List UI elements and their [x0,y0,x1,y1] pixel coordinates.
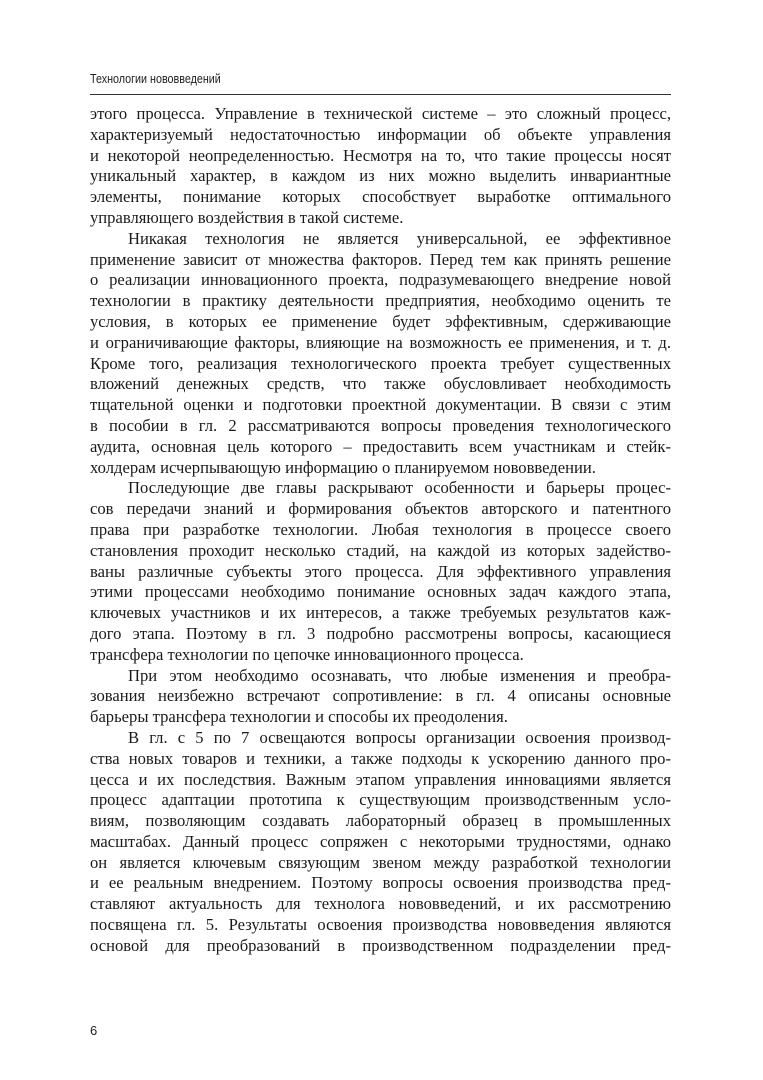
text-line: основой для преобразований в производственном подразделении пред- [90,935,671,955]
text-line: вложений денежных средств, что также обусловливает необходимость [90,374,671,394]
text-line: трансфера технологии по цепочке инновационного процесса. [90,644,524,664]
text-line: ставляют актуальность для технолога нововведений, и их рассмотрению [90,894,671,914]
paragraph-first-line: Последующие две главы раскрывают особенности и барьеры процес- [128,478,671,498]
page-number: 6 [90,1023,98,1038]
text-line: уникальный характер, в каждом из них можно выделить инвариантные [90,166,671,186]
body-text [90,104,671,957]
paragraph-first-line: При этом необходимо осознавать, что любые изменения и преобра- [128,665,671,685]
text-line: аудита, основная цель которого – предоставить всем участникам и стейк- [90,436,671,456]
paragraph-first-line: В гл. с 5 по 7 освещаются вопросы организации освоения производ- [128,727,671,747]
text-line: и ограничивающие факторы, влияющие на возможность ее применения, и т. д. [90,332,671,352]
paragraph-first-line: Никакая технология не является универсальной, ее эффективное [128,228,671,248]
text-line: и некоторой неопределенностью. Несмотря на то, что такие процессы носят [90,145,671,165]
text-line: процесс адаптации прототипа к существующим производственным усло- [90,790,671,810]
text-line: Кроме того, реализация технологического проекта требует существенных [90,353,671,373]
text-line: масштабах. Данный процесс сопряжен с некоторыми трудностями, однако [90,831,671,851]
text-line: сов передачи знаний и формирования объектов авторского и патентного [90,499,671,519]
text-line: управляющего воздействия в такой системе. [90,207,404,227]
text-line: о реализации инновационного проекта, подразумевающего внедрение новой [90,270,671,290]
text-line: применение зависит от множества факторов. Перед тем как принять решение [90,249,671,269]
text-line: в пособии в гл. 2 рассматриваются вопросы проведения технологического [90,415,671,435]
text-line: барьеры трансфера технологии и способы их преодоления. [90,707,508,727]
text-line: зования неизбежно встречают сопротивление: в гл. 4 описаны основные [90,686,671,706]
text-line: этого процесса. Управление в технической системе – это сложный процесс, [90,104,671,123]
text-line: ключевых участников и их интересов, а также требуемых результатов каж- [90,603,671,623]
text-line: он является ключевым связующим звеном между разработкой технологии [90,852,671,872]
text-line: технологии в практику деятельности предприятия, необходимо оценить те [90,291,671,311]
text-line: условия, в которых ее применение будет эффективным, сдерживающие [90,311,671,331]
text-line: этими процессами необходимо понимание основных задач каждого этапа, [90,582,671,602]
text-line: элементы, понимание которых способствует выработке оптимального [90,187,671,207]
text-line: характеризуемый недостаточностью информации об объекте управления [90,124,671,144]
text-line: цесса и их последствия. Важным этапом управления инновациями является [90,769,671,789]
text-line: и ее реальным внедрением. Поэтому вопросы освоения производства пред- [90,873,671,893]
text-line: права при разработке технологии. Любая технология в процессе своего [90,519,671,539]
text-line: холдерам исчерпывающую информацию о планируемом нововведении. [90,457,596,477]
running-header: Технологии нововведений [90,72,221,86]
text-line: становления проходит несколько стадий, на каждой из которых задейство- [90,540,671,560]
text-line: дого этапа. Поэтому в гл. 3 подробно рассмотрены вопросы, касающиеся [90,623,671,643]
header-rule [90,94,671,95]
text-line: ваны различные субъекты этого процесса. Для эффективного управления [90,561,671,581]
text-line: посвящена гл. 5. Результаты освоения производства нововведения являются [90,915,671,935]
text-line: виям, позволяющим создавать лабораторный образец в промышленных [90,811,671,831]
text-line: ства новых товаров и техники, а также подходы к ускорению данного про- [90,748,671,768]
text-line: тщательной оценки и подготовки проектной документации. В связи с этим [90,395,671,415]
